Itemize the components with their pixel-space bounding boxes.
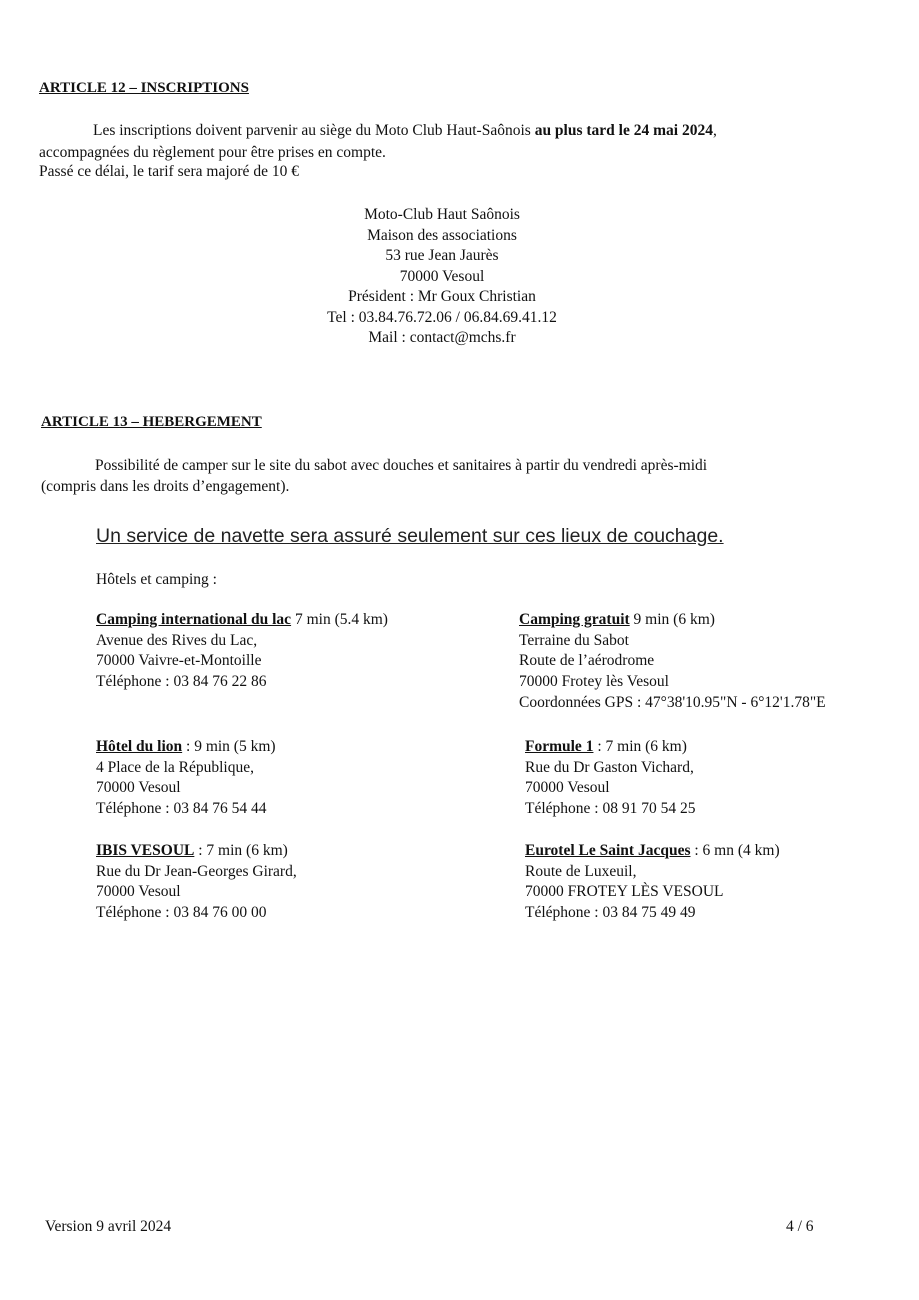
place-line: 70000 Vesoul (96, 779, 181, 796)
place-line: 70000 Vaivre-et-Montoille (96, 652, 262, 669)
place-line: 70000 FROTEY LÈS VESOUL (525, 883, 724, 900)
place-distance: 9 min (6 km) (629, 611, 715, 628)
article-12-heading: ARTICLE 12 – INSCRIPTIONS (39, 80, 249, 96)
place-camping-gratuit (519, 611, 826, 713)
address-line: Moto-Club Haut Saônois (364, 206, 520, 223)
place-line: Téléphone : 03 84 76 00 00 (96, 903, 267, 921)
place-line: Rue du Dr Jean-Georges Girard, (96, 862, 297, 880)
place-line: Route de l’aérodrome (519, 652, 655, 669)
place-line: Terraine du Sabot (519, 631, 629, 649)
place-name: Camping international du lac (96, 611, 292, 628)
place-eurotel (525, 842, 780, 924)
address-line: Tel : 03.84.76.72.06 / 06.84.69.41.12 (327, 308, 557, 326)
address-line: 53 rue Jean Jaurès (385, 247, 499, 264)
place-line: Téléphone : 08 91 70 54 25 (525, 799, 696, 817)
place-name: IBIS VESOUL (96, 842, 195, 859)
place-line: 70000 Frotey lès Vesoul (519, 672, 669, 690)
place-line: Téléphone : 03 84 76 54 44 (96, 799, 267, 817)
club-address-block (242, 205, 642, 349)
place-line: 70000 Vesoul (525, 779, 610, 796)
address-line: Mail : contact@mchs.fr (368, 329, 516, 346)
address-line: Président : Mr Goux Christian (348, 288, 536, 305)
place-formule-1 (525, 738, 695, 820)
place-name: Camping gratuit (519, 611, 630, 628)
place-distance: 7 min (5.4 km) (291, 611, 388, 628)
place-line: Téléphone : 03 84 75 49 49 (525, 903, 696, 921)
place-line: Route de Luxeuil, (525, 862, 637, 880)
place-distance: : 7 min (6 km) (194, 842, 288, 859)
article-13-line-2: (compris dans les droits d’engagement). (41, 478, 290, 495)
article-12-paragraph (39, 121, 841, 141)
place-line: Rue du Dr Gaston Vichard, (525, 758, 694, 776)
article-13-paragraph: Possibilité de camper sur le site du sabot avec douches et sanitaires à partir du vendredi après-midi (95, 457, 708, 474)
article-12-text-a: Les inscriptions doivent parvenir au siège du Moto Club Haut-Saônois (93, 122, 535, 139)
article-12-deadline: au plus tard le 24 mai 2024 (534, 122, 713, 139)
place-hotel-lion (96, 738, 276, 820)
list-intro: Hôtels et camping : (96, 571, 217, 588)
article-12-line-2: accompagnées du règlement pour être prises en compte. (39, 144, 386, 161)
place-line: Téléphone : 03 84 76 22 86 (96, 672, 267, 690)
footer-page-number: 4 / 6 (786, 1218, 814, 1235)
article-12-text-b: , (712, 122, 717, 139)
place-line: 70000 Vesoul (96, 883, 181, 900)
place-name: Eurotel Le Saint Jacques (525, 842, 691, 859)
shuttle-notice: Un service de navette sera assuré seulement sur ces lieux de couchage. (96, 525, 724, 547)
place-line: Avenue des Rives du Lac, (96, 631, 258, 649)
place-distance: : 9 min (5 km) (182, 738, 276, 755)
place-distance: : 7 min (6 km) (593, 738, 687, 755)
address-line: Maison des associations (367, 226, 517, 244)
place-name: Formule 1 (525, 738, 594, 755)
address-line: 70000 Vesoul (399, 267, 485, 285)
place-gps: Coordonnées GPS : 47°38'10.95"N - 6°12'1.78"E (519, 694, 826, 711)
place-camping-lac (96, 611, 388, 693)
place-name: Hôtel du lion (96, 738, 183, 755)
place-distance: : 6 mn (4 km) (690, 842, 780, 859)
place-ibis-vesoul (96, 842, 297, 924)
article-13-heading: ARTICLE 13 – HEBERGEMENT (41, 414, 262, 430)
footer-version: Version 9 avril 2024 (45, 1218, 172, 1235)
place-line: 4 Place de la République, (96, 758, 254, 776)
article-12-surcharge: Passé ce délai, le tarif sera majoré de 10 € (39, 163, 299, 180)
